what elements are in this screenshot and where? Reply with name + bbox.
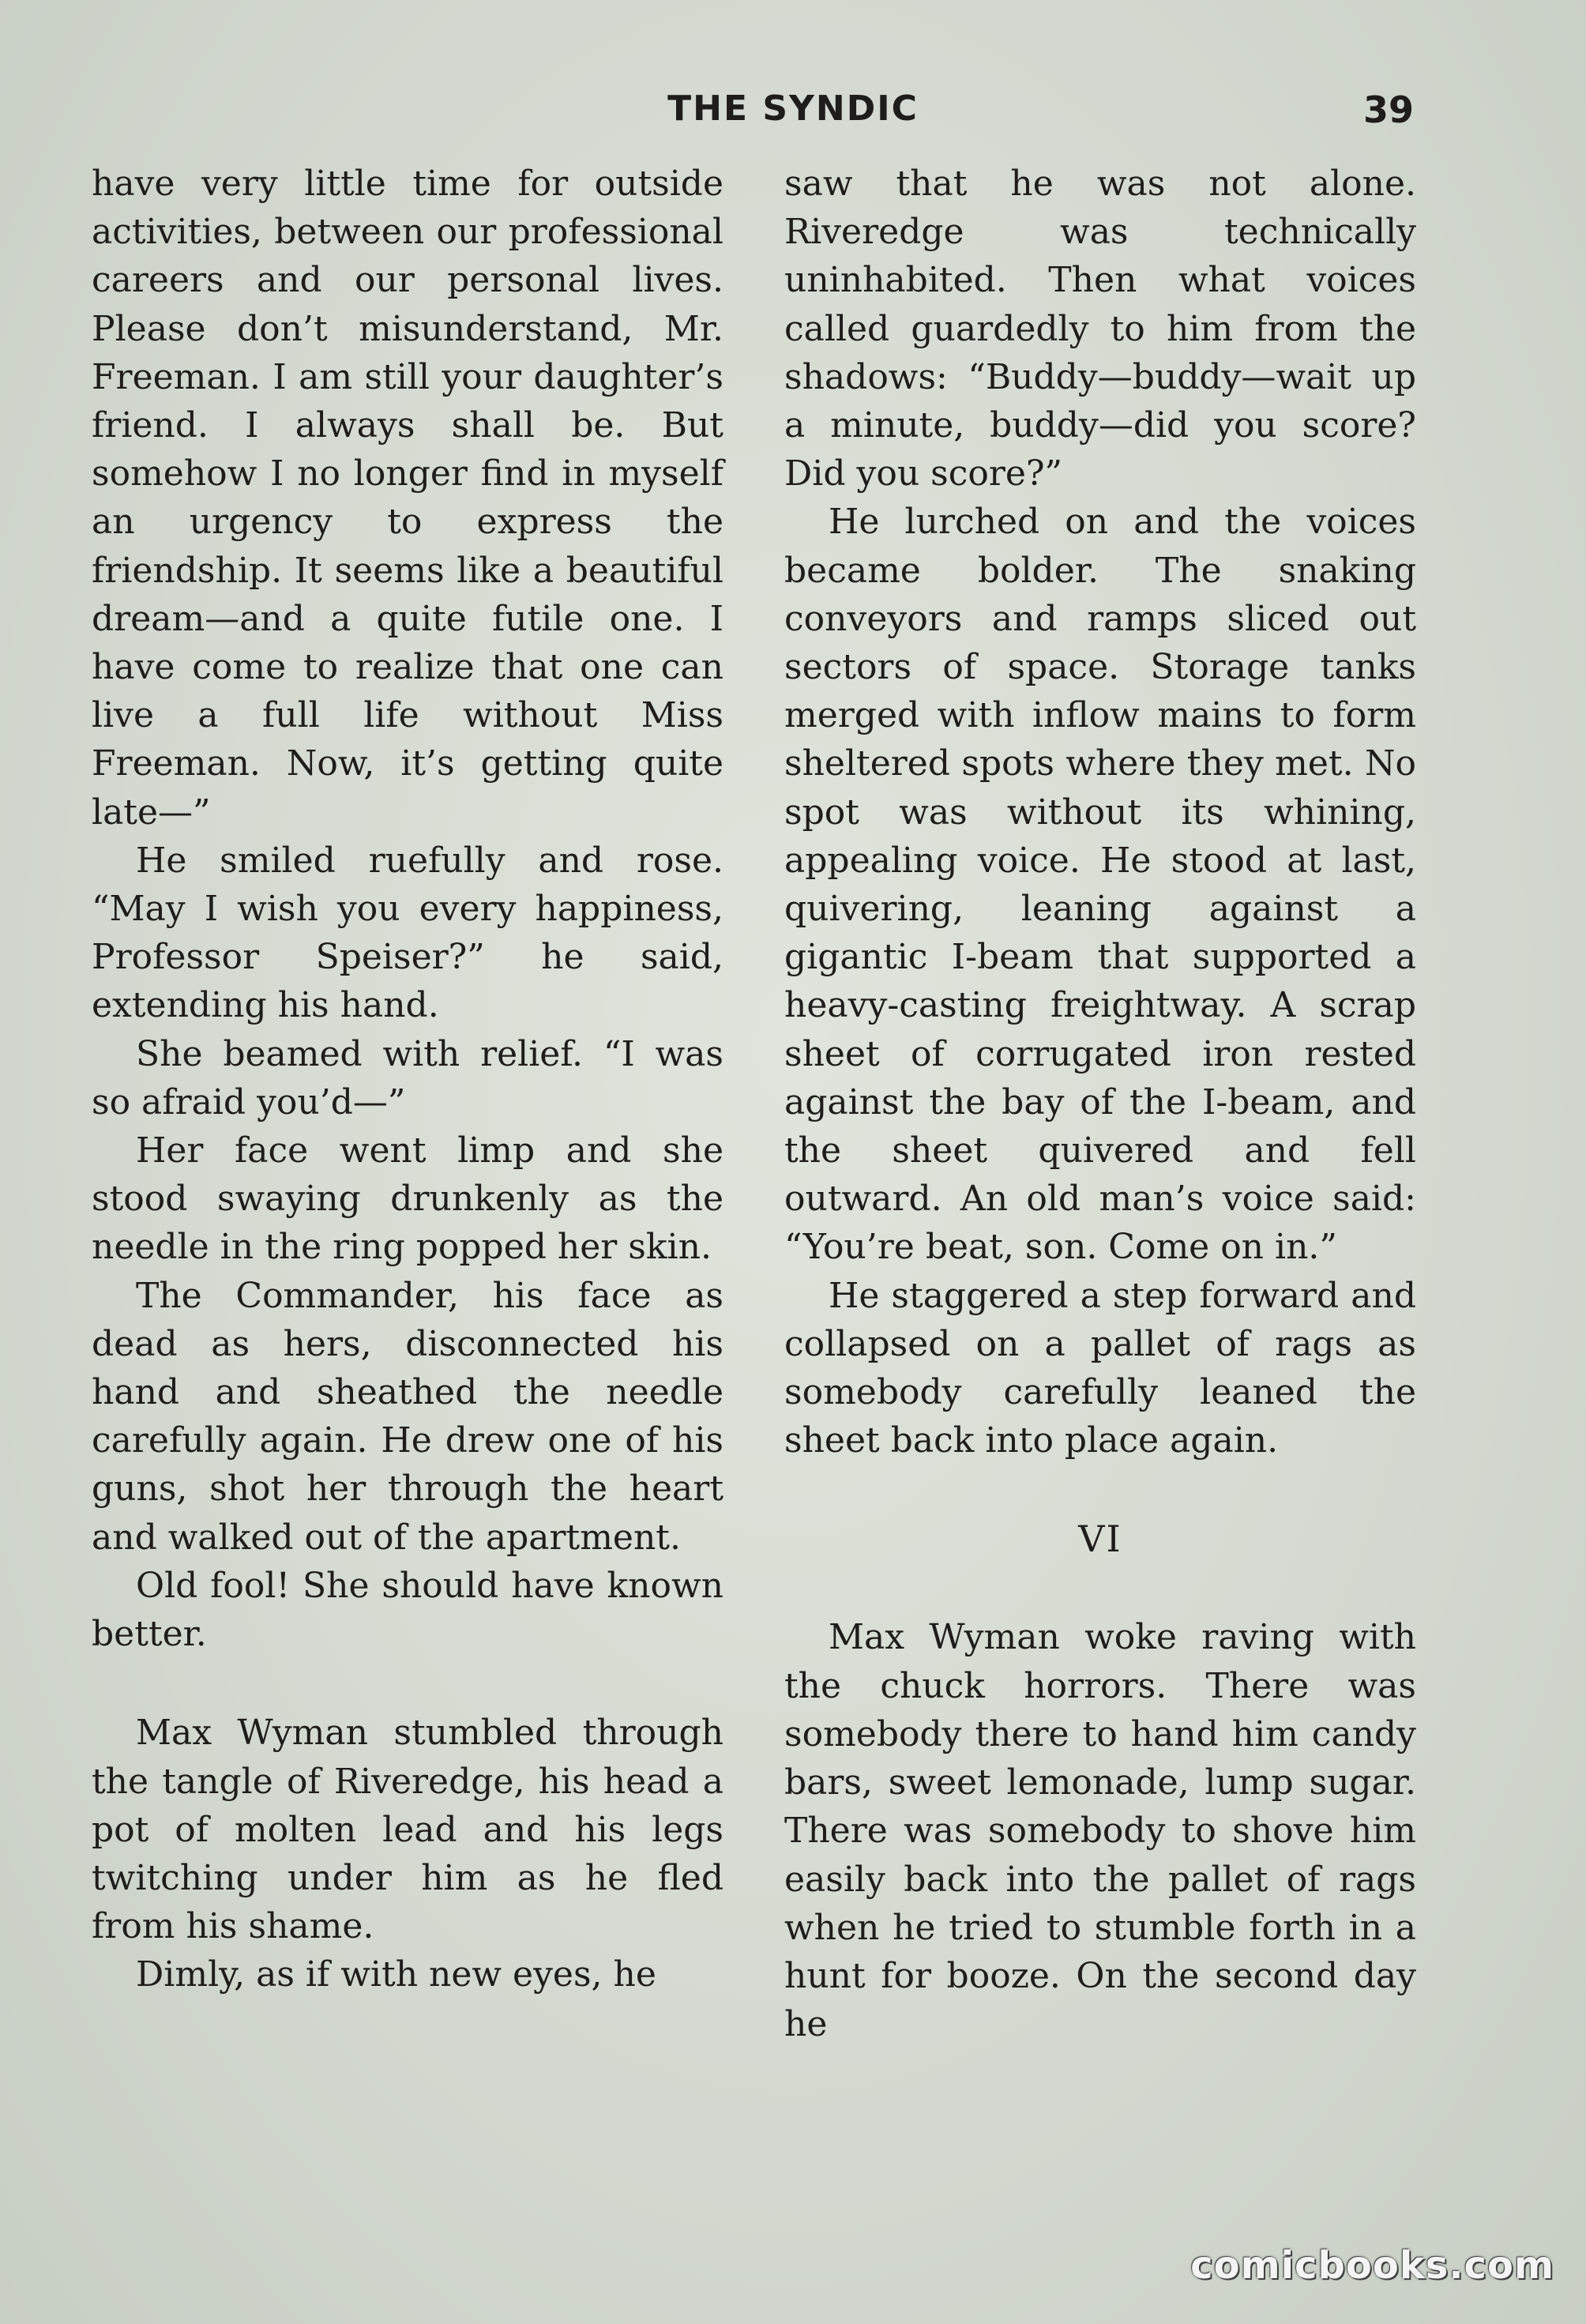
scene-break	[92, 1658, 723, 1709]
left-column	[92, 160, 723, 1999]
paragraph: have very little time for outside activities, between our professional careers and our personal lives. Please don’t misunderstand, Mr. Freeman. I am still your daughter’s friend. I always shall be. But somehow I no longer find in myself an urgency to express the friendship. It seems like a beautiful dream—and a quite futile one. I have come to realize that one can live a full life without Miss Freeman. Now, it’s getting quite late—”	[92, 164, 723, 833]
watermark-logo: comicbooks.com	[1190, 2243, 1554, 2288]
paragraph: He staggered a step forward and collapsed on a pallet of rags as somebody carefully leaned the sheet back into place again.	[784, 1275, 1416, 1461]
paragraph: He lurched on and the voices became bolder. The snaking conveyors and ramps sliced out sectors of space. Storage tanks merged with inflow mains to form sheltered spots where they met. No spot was without its whining, appealing voice. He stood at last, quivering, leaning against a gigantic I-beam that supported a heavy-casting freightway. A scrap sheet of corrugated iron rested against the bay of the I-beam, and the sheet quivered and fell outward. An old man’s voice said: “You’re beat, son. Come on in.”	[784, 502, 1416, 1268]
right-column	[784, 160, 1416, 2048]
paragraph: Her face went limp and she stood swaying drunkenly as the needle in the ring popped her skin.	[92, 1130, 723, 1268]
page-header	[0, 88, 1586, 144]
running-title: THE SYNDIC	[667, 88, 919, 129]
section-heading: VI	[1078, 1517, 1122, 1561]
paragraph: Max Wyman stumbled through the tangle of Riveredge, his head a pot of molten lead and his legs twitching under him as he fled from his shame.	[92, 1713, 723, 1947]
paragraph: saw that he was not alone. Riveredge was technically uninhabited. Then what voices called guardedly to him from the shadows: “Buddy—buddy—wait up a minute, buddy—did you score? Did you score?”	[784, 164, 1416, 495]
paragraph: The Commander, his face as dead as hers, disconnected his hand and sheathed the needle carefully again. He drew one of his guns, shot her through the heart and walked out of the apartment.	[92, 1275, 723, 1558]
paragraph: He smiled ruefully and rose. “May I wish you every happiness, Professor Speiser?” he said, extending his hand.	[92, 840, 723, 1026]
page-number: 39	[1362, 88, 1414, 131]
paragraph: She beamed with relief. “I was so afraid you’d—”	[92, 1033, 723, 1123]
paragraph: Dimly, as if with new eyes, he	[136, 1954, 656, 1995]
paragraph: Old fool! She should have known better.	[92, 1565, 723, 1655]
paragraph: Max Wyman woke raving with the chuck horrors. There was somebody there to hand him candy bars, sweet lemonade, lump sugar. There was somebody to shove him easily back into the pallet of rags when he tried to stumble forth in a hunt for booze. On the second day he	[784, 1617, 1416, 2045]
